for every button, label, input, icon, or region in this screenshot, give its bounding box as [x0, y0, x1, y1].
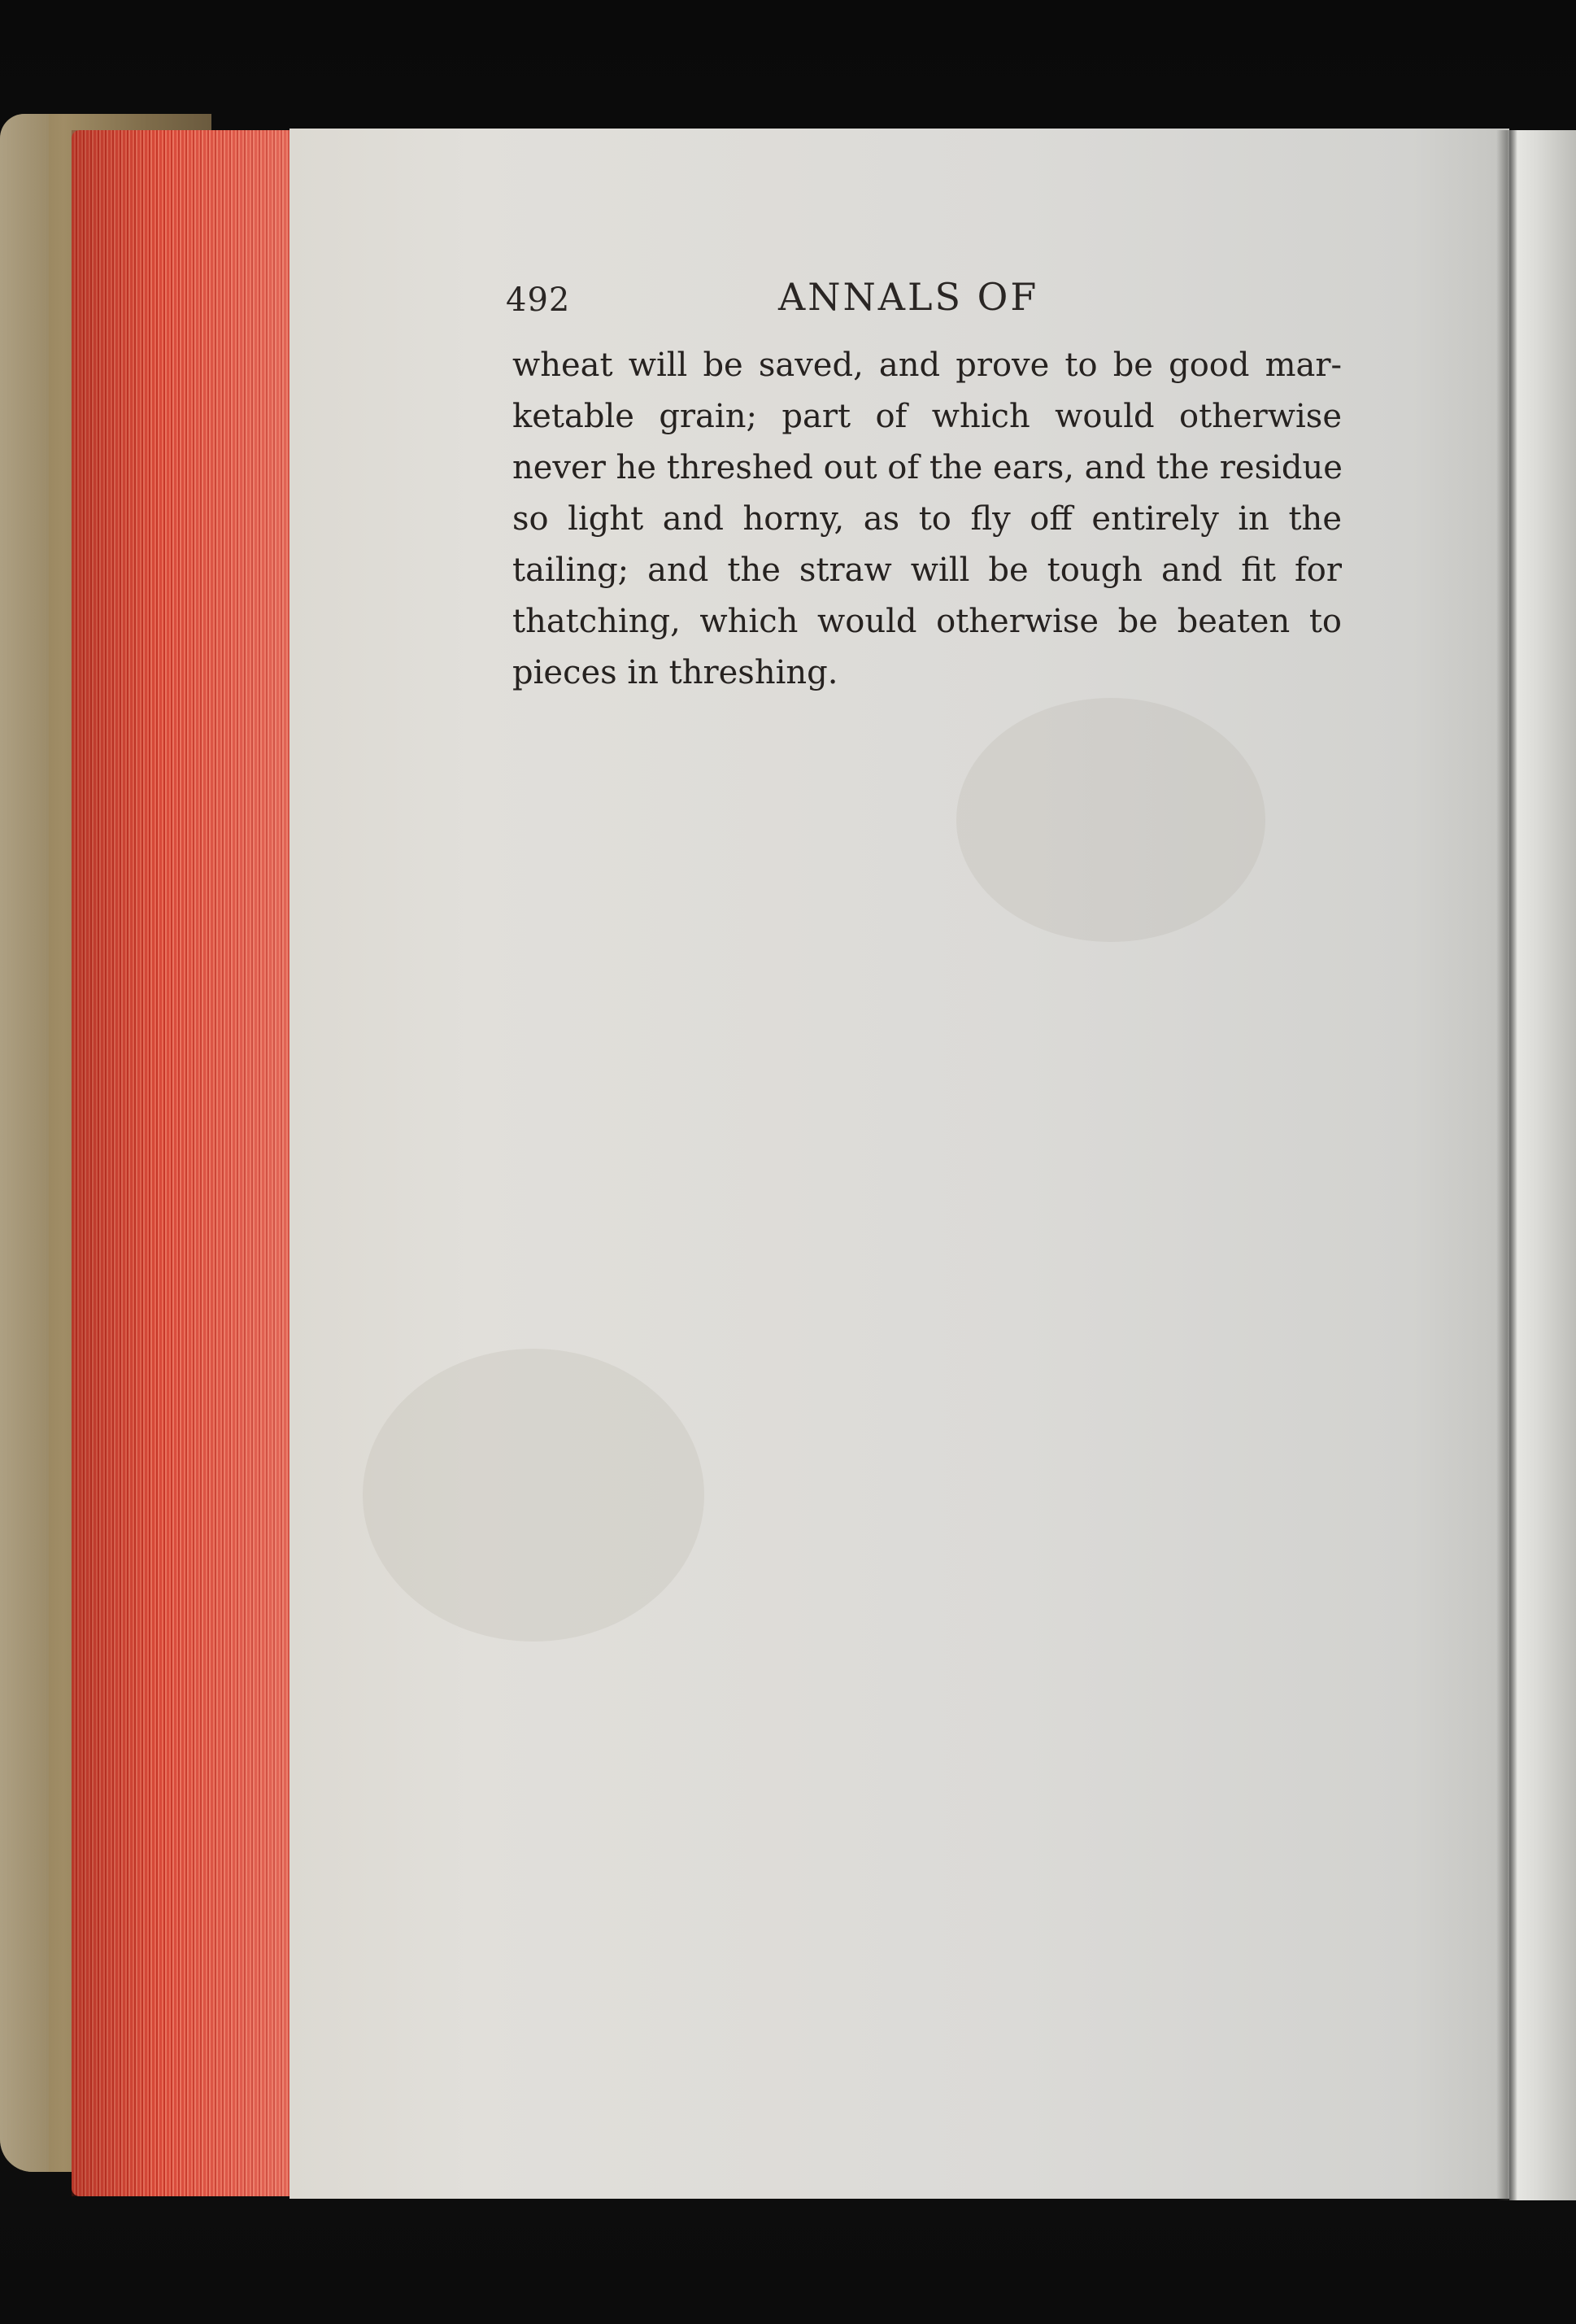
text-line: thatching, which would otherwise be beaten to	[512, 603, 1342, 640]
cover-worn-edge	[0, 114, 49, 2172]
text-line: tailing; and the straw will be tough and fit for	[512, 552, 1342, 589]
red-page-edges	[72, 130, 301, 2196]
text-line: pieces in threshing.	[512, 654, 838, 691]
book-gutter-shadow	[1496, 130, 1517, 2200]
paper-stain	[956, 698, 1265, 942]
text-line: never he threshed out of the ears, and the residue	[512, 449, 1343, 486]
text-line: so light and horny, as to fly off entirely in the	[512, 500, 1342, 538]
page-body-text	[512, 340, 1342, 699]
page-number: 492	[506, 281, 571, 319]
text-line: wheat will be saved, and prove to be good mar-	[512, 347, 1342, 384]
text-line: ketable grain; part of which would otherwise	[512, 398, 1342, 435]
page-header	[506, 275, 1352, 332]
running-head: ANNALS OF	[778, 275, 1039, 319]
facing-page-edge	[1509, 130, 1576, 2200]
paper-stain	[363, 1349, 704, 1642]
